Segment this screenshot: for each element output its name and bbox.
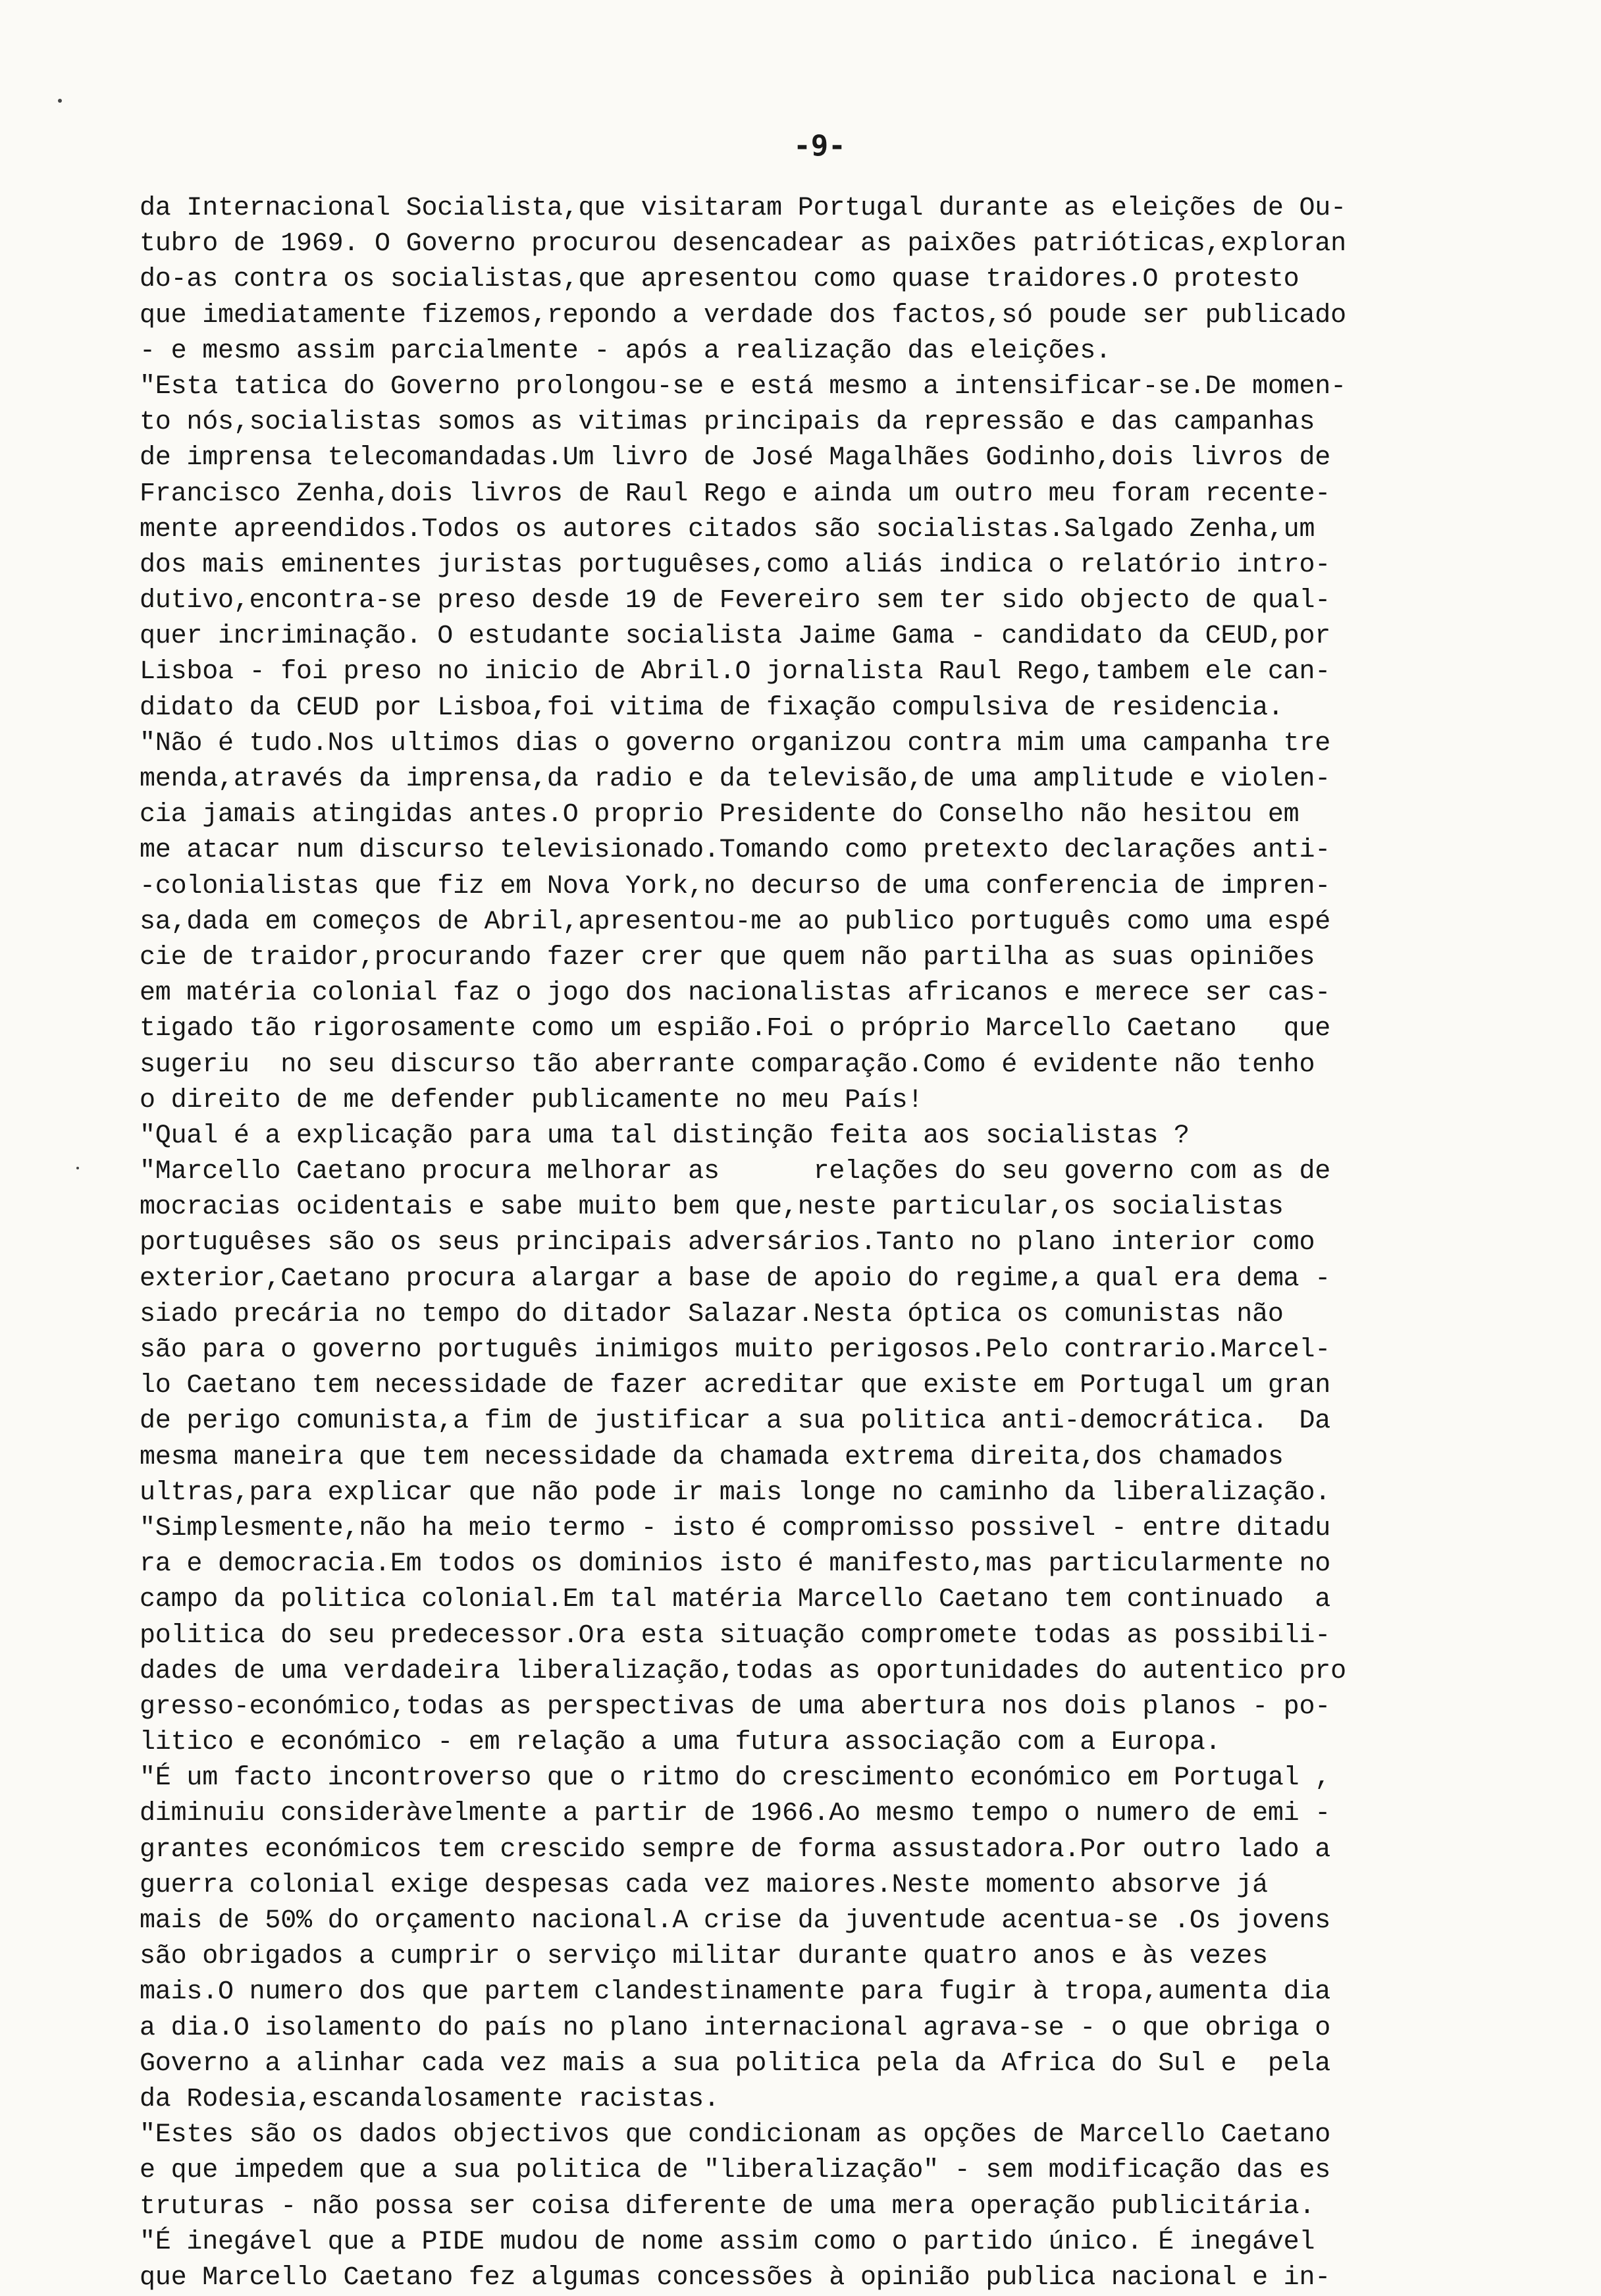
text-line: portuguêses são os seus principais adversários.Tanto no plano interior como	[140, 1228, 1315, 1258]
text-line: da Rodesia,escandalosamente racistas.	[140, 2084, 720, 2114]
text-line: sa,dada em começos de Abril,apresentou-me ao publico português como uma espé	[140, 907, 1331, 937]
text-line: quer incriminação. O estudante socialista Jaime Gama - candidato da CEUD,por	[140, 622, 1331, 652]
text-line: tigado tão rigorosamente como um espião.Foi o próprio Marcello Caetano que	[140, 1014, 1331, 1044]
text-line: exterior,Caetano procura alargar a base de apoio do regime,a qual era dema -	[140, 1264, 1331, 1294]
text-line: ra e democracia.Em todos os dominios isto é manifesto,mas particularmente no	[140, 1549, 1331, 1580]
text-line: o direito de me defender publicamente no meu País!	[140, 1085, 924, 1115]
page-number: -9-	[793, 129, 846, 163]
text-line: mesma maneira que tem necessidade da chamada extrema direita,dos chamados	[140, 1442, 1284, 1472]
text-line: "Estes são os dados objectivos que condicionam as opções de Marcello Caetano	[140, 2120, 1331, 2150]
text-line: da Internacional Socialista,que visitaram Portugal durante as eleições de Ou-	[140, 194, 1346, 223]
text-line: mocracias ocidentais e sabe muito bem que,neste particular,os socialistas	[140, 1192, 1284, 1223]
typewritten-body	[140, 191, 1483, 2296]
text-line: tubro de 1969. O Governo procurou desencadear as paixões patrióticas,exploran	[140, 229, 1346, 259]
text-line: politica do seu predecessor.Ora esta situação compromete todas as possibili-	[140, 1620, 1331, 1651]
text-line: to nós,socialistas somos as vitimas principais da repressão e das campanhas	[140, 408, 1315, 438]
text-line: truturas - não possa ser coisa diferente de uma mera operação publicitária.	[140, 2191, 1315, 2222]
text-line: cia jamais atingidas antes.O proprio Presidente do Conselho não hesitou em	[140, 800, 1299, 830]
text-line: do-as contra os socialistas,que apresentou como quase traidores.O protesto	[140, 265, 1299, 295]
text-line: lo Caetano tem necessidade de fazer acreditar que existe em Portugal um gran	[140, 1371, 1331, 1401]
text-line: mente apreendidos.Todos os autores citados são socialistas.Salgado Zenha,um	[140, 514, 1315, 545]
text-line: sugeriu no seu discurso tão aberrante comparação.Como é evidente não tenho	[140, 1050, 1315, 1080]
text-line: - e mesmo assim parcialmente - após a realização das eleições.	[140, 336, 1111, 366]
text-line: "Simplesmente,não ha meio termo - isto é compromisso possivel - entre ditadu	[140, 1513, 1331, 1543]
text-line: Governo a alinhar cada vez mais a sua politica pela da Africa do Sul e pela	[140, 2048, 1331, 2079]
text-line: "Qual é a explicação para uma tal distinção feita aos socialistas ?	[140, 1121, 1190, 1151]
text-line: e que impedem que a sua politica de "liberalização" - sem modificação das es	[140, 2156, 1331, 2186]
text-line: mais.O numero dos que partem clandestinamente para fugir à tropa,aumenta dia	[140, 1977, 1331, 2008]
text-line: cie de traidor,procurando fazer crer que quem não partilha as suas opiniões	[140, 942, 1315, 973]
text-line: "É inegável que a PIDE mudou de nome assim como o partido único. É inegável	[140, 2227, 1315, 2257]
text-line: Lisboa - foi preso no inicio de Abril.O jornalista Raul Rego,tambem ele can-	[140, 657, 1331, 687]
text-line: "É um facto incontroverso que o ritmo do crescimento económico em Portugal ,	[140, 1763, 1331, 1794]
text-line: ultras,para explicar que não pode ir mais longe no caminho da liberalização.	[140, 1478, 1331, 1508]
text-line: de perigo comunista,a fim de justificar a sua politica anti-democrática. Da	[140, 1406, 1331, 1437]
text-line: são obrigados a cumprir o serviço militar durante quatro anos e às vezes	[140, 1942, 1268, 1972]
text-line: de imprensa telecomandadas.Um livro de José Magalhães Godinho,dois livros de	[140, 443, 1331, 473]
paper-speck	[76, 1167, 79, 1169]
text-line: grantes económicos tem crescido sempre de forma assustadora.Por outro lado a	[140, 1834, 1331, 1865]
text-line: dos mais eminentes juristas portuguêses,como aliás indica o relatório intro-	[140, 550, 1331, 580]
text-line: me atacar num discurso televisionado.Tomando como pretexto declarações anti-	[140, 836, 1331, 866]
text-line: didato da CEUD por Lisboa,foi vitima de fixação compulsiva de residencia.	[140, 693, 1284, 723]
text-line: a dia.O isolamento do país no plano internacional agrava-se - o que obriga o	[140, 2013, 1331, 2043]
text-line: que imediatamente fizemos,repondo a verdade dos factos,só poude ser publicado	[140, 300, 1346, 331]
text-line: siado precária no tempo do ditador Salazar.Nesta óptica os comunistas não	[140, 1299, 1284, 1329]
text-line: "Não é tudo.Nos ultimos dias o governo organizou contra mim uma campanha tre	[140, 728, 1331, 759]
text-line: que Marcello Caetano fez algumas concessões à opinião publica nacional e in-	[140, 2262, 1331, 2293]
text-line: "Marcello Caetano procura melhorar as relações do seu governo com as de	[140, 1157, 1331, 1187]
text-line: dutivo,encontra-se preso desde 19 de Fevereiro sem ter sido objecto de qual-	[140, 586, 1331, 616]
text-line: mais de 50% do orçamento nacional.A crise da juventude acentua-se .Os jovens	[140, 1906, 1331, 1936]
text-line: litico e económico - em relação a uma futura associação com a Europa.	[140, 1728, 1221, 1758]
text-line: menda,através da imprensa,da radio e da televisão,de uma amplitude e violen-	[140, 764, 1331, 794]
text-line: dades de uma verdadeira liberalização,todas as oportunidades do autentico pro	[140, 1656, 1346, 1686]
text-line: guerra colonial exige despesas cada vez maiores.Neste momento absorve já	[140, 1870, 1268, 1900]
text-line: gresso-económico,todas as perspectivas de uma abertura nos dois planos - po-	[140, 1692, 1331, 1722]
text-line: diminuiu consideràvelmente a partir de 1966.Ao mesmo tempo o numero de emi -	[140, 1799, 1331, 1829]
paper-speck	[58, 99, 62, 103]
text-line: em matéria colonial faz o jogo dos nacionalistas africanos e merece ser cas-	[140, 978, 1331, 1009]
text-line: "Esta tatica do Governo prolongou-se e está mesmo a intensificar-se.De momen-	[140, 371, 1346, 402]
text-line: -colonialistas que fiz em Nova York,no decurso de uma conferencia de impren-	[140, 871, 1331, 901]
text-line: Francisco Zenha,dois livros de Raul Rego e ainda um outro meu foram recente-	[140, 479, 1331, 509]
text-line: são para o governo português inimigos muito perigosos.Pelo contrario.Marcel-	[140, 1335, 1331, 1365]
text-line: campo da politica colonial.Em tal matéria Marcello Caetano tem continuado a	[140, 1585, 1331, 1615]
